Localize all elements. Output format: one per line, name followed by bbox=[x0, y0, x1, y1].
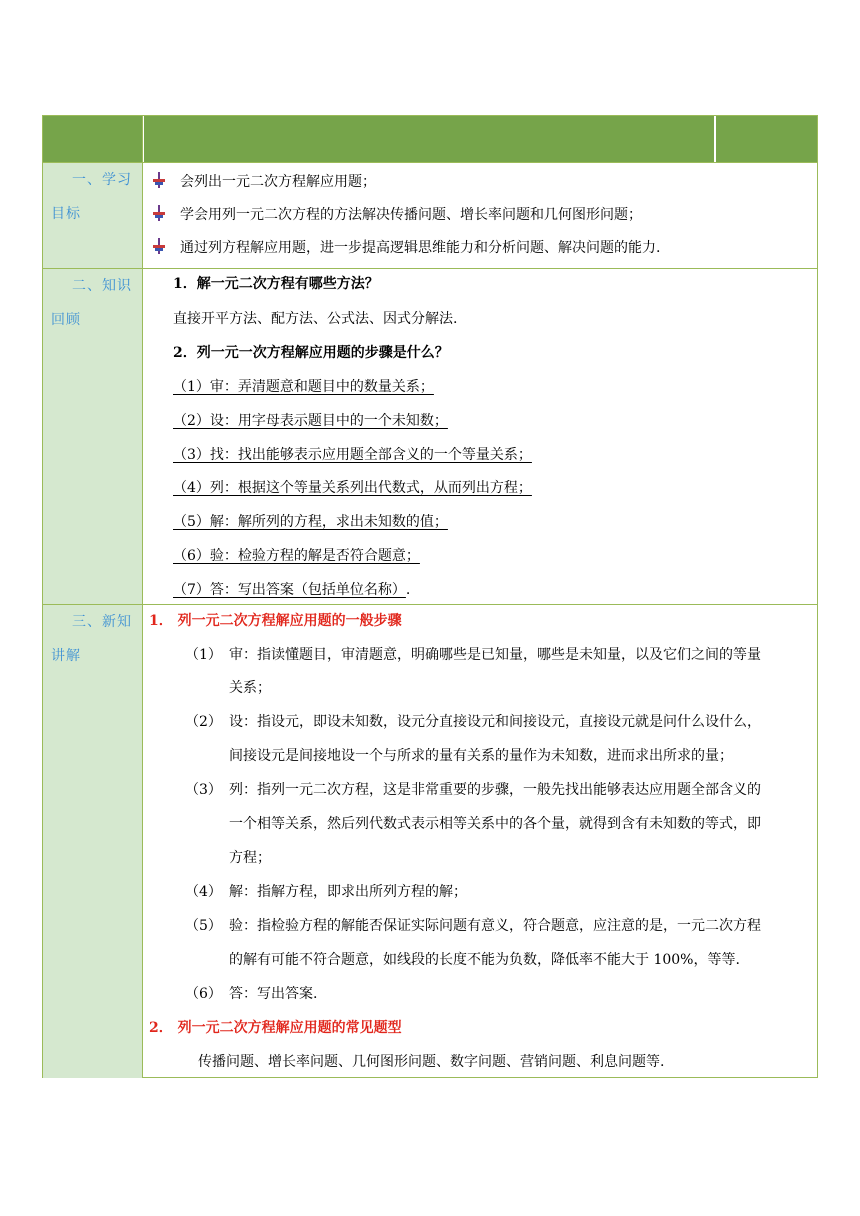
goals-label: 一、学习 目标 bbox=[51, 172, 132, 222]
review-step: （1）审：弄清题意和题目中的数量关系； bbox=[173, 379, 434, 395]
lesson-step-text: 验：指检验方程的解能否保证实际问题有意义，符合题意，应注意的是，一元二次方程 bbox=[229, 918, 761, 934]
goal-item: 通过列方程解应用题，进一步提高逻辑思维能力和分析问题、解决问题的能力. bbox=[180, 240, 661, 256]
review-label: 二、知识 回顾 bbox=[51, 278, 132, 328]
newlesson-label-cell bbox=[43, 605, 142, 1078]
column-divider bbox=[142, 116, 143, 1077]
lesson-heading-2-text: 传播问题、增长率问题、几何图形问题、数字问题、营销问题、利息问题等. bbox=[198, 1054, 665, 1070]
pin-bullet-icon bbox=[151, 205, 167, 221]
review-step: （7）答：写出答案（包括单位名称） bbox=[173, 582, 406, 598]
lesson-step-num: （5） bbox=[185, 918, 222, 934]
review-step: （2）设：用字母表示题目中的一个未知数； bbox=[173, 413, 448, 429]
row-divider bbox=[43, 604, 817, 605]
lesson-step-text: 答：写出答案. bbox=[229, 986, 318, 1002]
final-period: . bbox=[405, 582, 411, 598]
review-step: （3）找：找出能够表示应用题全部含义的一个等量关系； bbox=[173, 447, 532, 463]
review-step: （5）解：解所列的方程，求出未知数的值； bbox=[173, 514, 448, 530]
header-cell-right bbox=[716, 116, 817, 162]
review-step-last bbox=[173, 580, 410, 600]
lesson-step-text: 审：指读懂题目，审清题意，明确哪些是已知量，哪些是未知量，以及它们之间的等量 bbox=[229, 647, 761, 663]
review-question-1: 1．解一元二次方程有哪些方法？ bbox=[173, 276, 379, 292]
review-question-2: 2．列一元一次方程解应用题的步骤是什么？ bbox=[173, 345, 449, 361]
review-step: （4）列：根据这个等量关系列出代数式，从而列出方程； bbox=[173, 480, 532, 496]
newlesson-label: 三、新知 讲解 bbox=[51, 614, 132, 664]
lesson-step-text: 间接设元是间接地设一个与所求的量有关系的量作为未知数，进而求出所求的量； bbox=[229, 748, 733, 764]
lesson-step-num: （4） bbox=[185, 884, 222, 900]
lesson-table bbox=[42, 115, 818, 1078]
lesson-step-text: 列：指列一元二次方程，这是非常重要的步骤，一般先找出能够表达应用题全部含义的 bbox=[229, 782, 761, 798]
lesson-step-text: 一个相等关系，然后列代数式表示相等关系中的各个量，就得到含有未知数的等式，即 bbox=[229, 816, 761, 832]
lesson-step-text: 的解有可能不符合题意，如线段的长度不能为负数，降低率不能大于 100%，等等. bbox=[229, 952, 740, 968]
lesson-heading-1: 1． 列一元二次方程解应用题的一般步骤 bbox=[149, 613, 402, 629]
goals-label-cell bbox=[43, 163, 142, 268]
header-cell-middle bbox=[144, 116, 714, 162]
row-divider bbox=[43, 268, 817, 269]
goal-item: 学会用列一元二次方程的方法解决传播问题、增长率问题和几何图形问题； bbox=[180, 207, 642, 223]
lesson-step-text: 方程； bbox=[229, 850, 271, 866]
lesson-step-num: （3） bbox=[185, 782, 222, 798]
review-label-cell bbox=[43, 269, 142, 604]
lesson-step-num: （2） bbox=[185, 714, 222, 730]
lesson-step-num: （6） bbox=[185, 986, 222, 1002]
lesson-heading-2: 2． 列一元二次方程解应用题的常见题型 bbox=[149, 1020, 402, 1036]
pin-bullet-icon bbox=[151, 238, 167, 254]
pin-bullet-icon bbox=[151, 172, 167, 188]
lesson-step-num: （1） bbox=[185, 647, 222, 663]
review-step: （6）验：检验方程的解是否符合题意； bbox=[173, 548, 420, 564]
goal-item: 会列出一元二次方程解应用题； bbox=[180, 174, 376, 190]
lesson-step-text: 解：指解方程，即求出所列方程的解； bbox=[229, 884, 467, 900]
row-divider bbox=[43, 162, 817, 163]
review-answer-1: 直接开平方法、配方法、公式法、因式分解法. bbox=[173, 311, 458, 327]
header-cell-left bbox=[43, 116, 142, 162]
lesson-step-text: 设：指设元，即设未知数，设元分直接设元和间接设元，直接设元就是问什么设什么， bbox=[229, 714, 761, 730]
lesson-step-text: 关系； bbox=[229, 680, 271, 696]
